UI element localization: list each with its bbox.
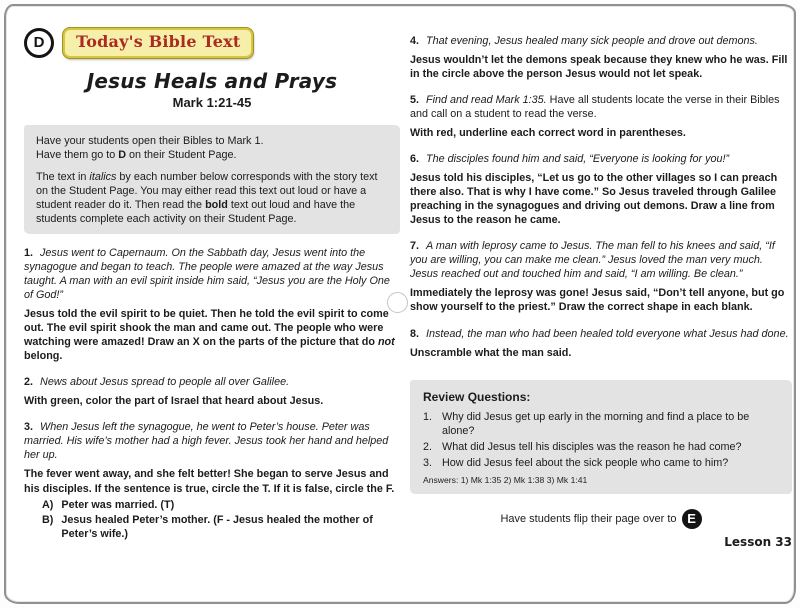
e-icon-letter: E bbox=[687, 511, 696, 526]
activity-text: Jesus told the evil spirit to be quiet. Then he told the evil spirit to come out. The evil spirit shook the man and came out. The people who were watching were amazed! Draw an X on the parts of the picture that do not belong. bbox=[24, 308, 395, 363]
story-text: 2. News about Jesus spread to people all over Galilee. bbox=[24, 376, 290, 389]
intro-line-1: Have your students open their Bibles to Mark 1. bbox=[36, 134, 264, 147]
story-text: 7. A man with leprosy came to Jesus. The man fell to his knees and said, “If you are willing, you can make me clean.” Jesus loved the man very much. Jesus reached out and touched him and said, “I am willing. Be clean.” bbox=[410, 240, 775, 281]
question-text: Why did Jesus get up early in the morning and find a place to be alone? bbox=[442, 411, 750, 438]
question-number: 2. bbox=[423, 441, 433, 454]
item-number: 8. bbox=[410, 327, 420, 340]
activity-text: The fever went away, and she felt better! She began to serve Jesus and his disciples. If the sentence is true, circle the T. If it is false, circle the F. bbox=[24, 468, 395, 495]
question-text: How did Jesus feel about the sick people who came to him? bbox=[442, 457, 729, 470]
story-text: 3. When Jesus left the synagogue, he went to Peter’s house. Peter was married. His wife’s mother had a high fever. Jesus took her hand and helped her up. bbox=[24, 421, 389, 462]
flip-page-note: Have students flip their page over to E bbox=[410, 509, 792, 529]
left-column bbox=[24, 24, 400, 541]
story-text: 6. The disciples found him and said, “Everyone is looking for you!” bbox=[410, 153, 730, 166]
item-number: 4. bbox=[410, 35, 420, 47]
question-number: 1. bbox=[423, 411, 433, 424]
review-question-1 bbox=[423, 410, 779, 438]
intro-lines: Have your students open their Bibles to Mark 1. Have them go to D on their Student Page. bbox=[36, 134, 264, 161]
item-number: 2. bbox=[24, 376, 34, 389]
activity-text: Unscramble what the man said. bbox=[410, 346, 572, 359]
story-item-7 bbox=[410, 239, 792, 314]
story-text: 5. Find and read Mark 1:35. Have all students locate the verse in their Bibles and call on a student to read the verse. bbox=[410, 94, 780, 121]
story-item-5 bbox=[410, 93, 792, 140]
teacher-instructions-box bbox=[24, 125, 400, 234]
activity-text: With green, color the part of Israel that heard about Jesus. bbox=[24, 395, 324, 408]
option-text: Peter was married. (T) bbox=[61, 498, 175, 511]
story-text: 8. Instead, the man who had been healed told everyone what Jesus had done. bbox=[410, 327, 789, 340]
review-answers: Answers: 1) Mk 1:35 2) Mk 1:38 3) Mk 1:41 bbox=[423, 475, 588, 486]
section-d-icon bbox=[24, 28, 54, 58]
review-question-2 bbox=[423, 440, 779, 454]
story-item-8 bbox=[410, 327, 792, 360]
scanned-page bbox=[4, 4, 796, 604]
lesson-number: Lesson 33 bbox=[724, 535, 792, 550]
story-item-6 bbox=[410, 152, 792, 227]
page-header bbox=[24, 28, 400, 58]
d-icon-letter: D bbox=[33, 34, 45, 52]
question-text: What did Jesus tell his disciples was the reason he had come? bbox=[442, 441, 742, 454]
item-number: 1. bbox=[24, 247, 34, 260]
review-heading: Review Questions: bbox=[423, 389, 531, 404]
section-e-icon bbox=[682, 509, 702, 529]
activity-text: Jesus wouldn’t let the demons speak because they knew who he was. Fill in the circle above the person Jesus would not let speak. bbox=[410, 54, 788, 81]
review-questions-box bbox=[410, 380, 792, 495]
intro-paragraph: The text in italics by each number below corresponds with the story text on the Student Page. You may either read this text out loud or have a student reader do it. Then read the bold text out loud and have the students complete each activity on their Student Page. bbox=[36, 170, 378, 226]
watermark-stamp bbox=[387, 292, 408, 313]
question-number: 3. bbox=[423, 457, 433, 470]
review-question-3 bbox=[423, 456, 779, 470]
activity-text: With red, underline each correct word in parentheses. bbox=[410, 127, 686, 140]
story-item-1 bbox=[24, 246, 400, 363]
right-column bbox=[410, 22, 792, 551]
item-number: 5. bbox=[410, 94, 420, 107]
item-number: 6. bbox=[410, 153, 420, 166]
activity-text: Immediately the leprosy was gone! Jesus said, “Don’t tell anyone, but go show yourself to the priest.” Draw the correct shape in each blank. bbox=[410, 287, 785, 314]
item-number: 3. bbox=[24, 421, 34, 434]
story-text: 4. That evening, Jesus healed many sick people and drove out demons. bbox=[410, 35, 758, 47]
story-text: 1. Jesus went to Capernaum. On the Sabbath day, Jesus went into the synagogue and began to teach. The people were amazed at the way Jesus taught. A man with an evil spirit inside him said, “Jesus you are the Holy One of God!” bbox=[24, 247, 390, 302]
true-false-option-a bbox=[42, 498, 400, 512]
todays-bible-text-badge: Today's Bible Text bbox=[63, 28, 253, 58]
story-item-3 bbox=[24, 420, 400, 540]
option-text: Jesus healed Peter’s mother. (F - Jesus healed the mother of Peter’s wife.) bbox=[61, 513, 373, 540]
story-item-4 bbox=[410, 34, 792, 81]
item-number: 7. bbox=[410, 240, 420, 253]
option-label: B) bbox=[42, 513, 54, 526]
story-item-2 bbox=[24, 375, 400, 408]
true-false-options bbox=[42, 498, 400, 541]
option-label: A) bbox=[42, 498, 54, 511]
true-false-option-b bbox=[42, 513, 400, 541]
scripture-reference: Mark 1:21-45 bbox=[172, 95, 252, 110]
lesson-title: Jesus Heals and Prays bbox=[86, 69, 338, 93]
activity-text: Jesus told his disciples, “Let us go to the other villages so I can preach there also. That is why I have come.” So Jesus traveled through Galilee preaching in the synagogues and driving out demons. Draw a line from Jesus to the reason he came. bbox=[410, 172, 778, 227]
